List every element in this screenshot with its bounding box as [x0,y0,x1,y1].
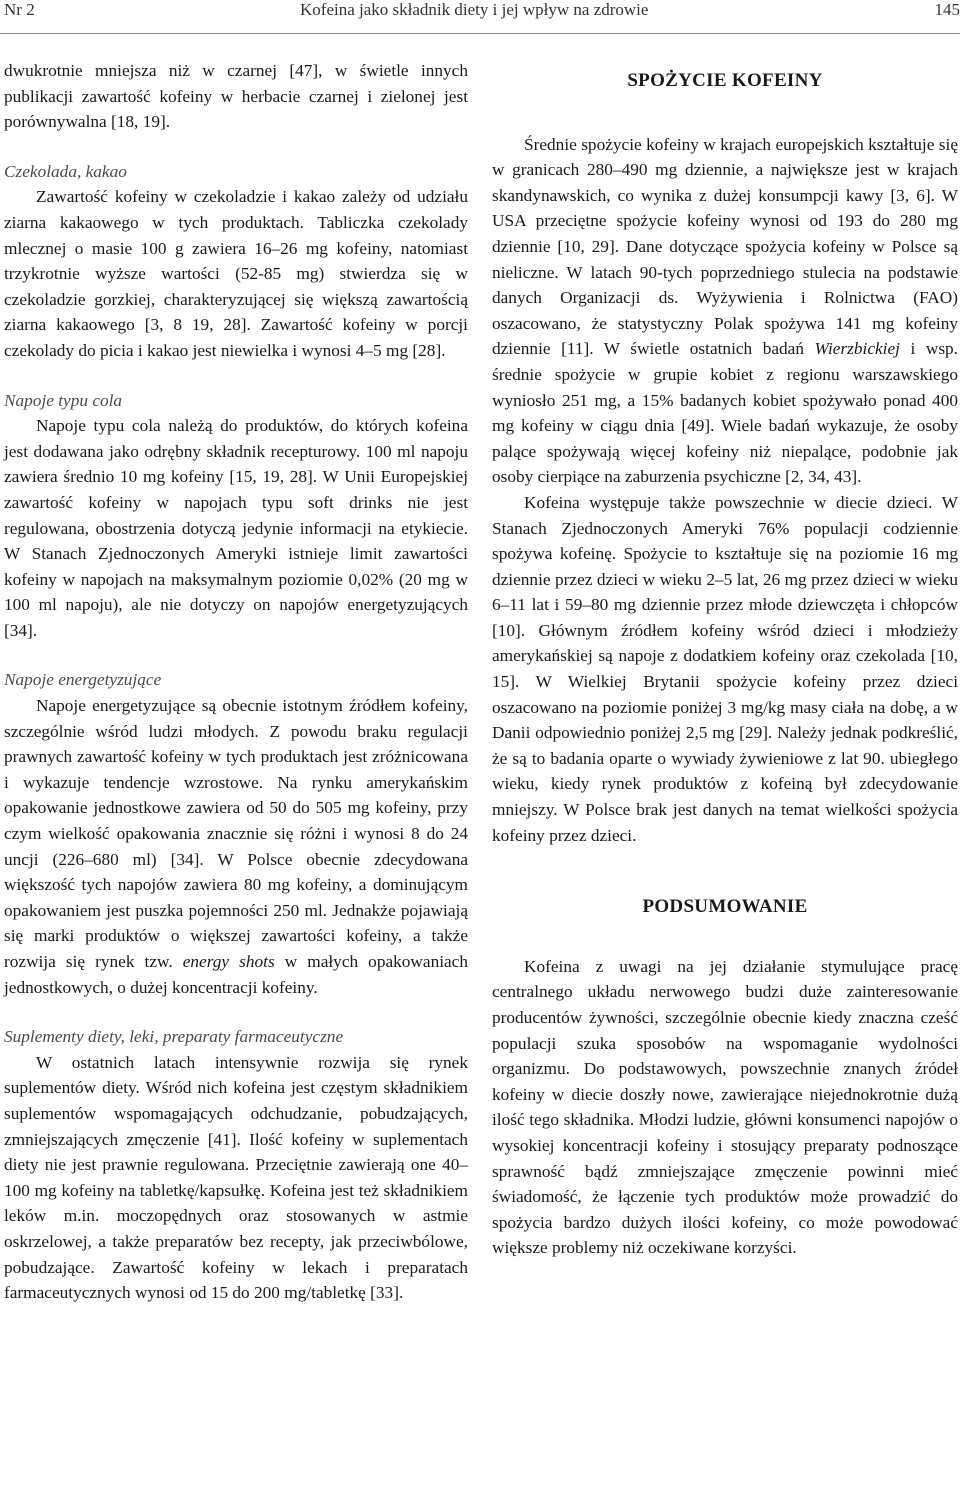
energy-shots-term: energy shots [182,952,275,971]
chocolate-heading: Czekolada, kakao [4,161,127,181]
supplements-paragraph: W ostatnich latach intensywnie rozwija się rynek suplementów diety. Wśród nich kofeina jest częstym składnikiem suplementów wspomagających odchudzanie, pobudzających, zmniejszających zmęczenie [41]. Ilość kofeiny w suplementach diety nie jest prawnie regulowana. Przeciętnie zawierają one 40–100 mg kofeiny na tabletkę/kapsułkę. Kofeina jest też składnikiem leków m.in. moczopędnych oraz stosowanych w astmie oskrzelowej, a także preparatów bez recepty, jak przeciwbólowe, pobudzające. Zawartość kofeiny w lekach i preparatach farmaceutycznych wynosi od 15 do 200 mg/tabletkę [33]. [4,1052,468,1303]
intake-p1-part2: i wsp. średnie spożycie w grupie kobiet z regionu warszawskiego wyniosło 251 mg, a 15% badanych kobiet spożywało ponad 400 mg kofeiny w ciągu dnia [49]. Wiele badań wykazuje, że osoby palące spożywają więcej kofeiny niż niepalące, podobnie jak osoby cierpiące na zaburzenia psychiczne [2, 34, 43]. [492,339,958,487]
page-header [0,0,960,24]
author-name: Wierzbickiej [814,339,900,359]
energy-text-part2: w małych opakowaniach jednostkowych, o dużej koncentracji kofeiny. [4,952,468,997]
energy-text-part1: Napoje energetyzujące są obecnie istotnym źródłem kofeiny, szczególnie wśród ludzi młodych. Z powodu braku regulacji prawnych zawartość kofeiny w tych produktach jest zróżnicowana i wykazuje tendencje wzrostowe. Na rynku amerykańskim opakowanie jednostkowe zawiera od 50 do 505 mg kofeiny, przy czym wielkość opakowania znacznie się różni i wynosi 8 do 24 uncji (226–680 ml) [34]. W Polsce obecnie zdecydowana większość tych napojów zawiera 80 mg kofeiny, a dominującym opakowaniem jest puszka pojemności 250 ml. Jednakże pojawiają się marki produktów o większej zawartości kofeiny, a także rozwija się rynek tzw. [4,696,468,971]
cola-heading: Napoje typu cola [4,390,123,410]
right-column [492,58,958,1261]
running-title: Kofeina jako składnik diety i jej wpływ na zdrowie [300,0,649,19]
summary-section-heading: PODSUMOWANIE [642,896,808,918]
intake-section-heading: SPOŻYCIE KOFEINY [627,70,823,91]
cola-paragraph: Napoje typu cola należą do produktów, do których kofeina jest dodawana jako odrębny składnik recepturowy. 100 ml napoju zawiera średnio 10 mg kofeiny [15, 19, 28]. W Unii Europejskiej zawartość kofeiny w napojach typu soft drinks nie jest regulowana, obostrzenia dotyczą jedynie informacji na etykiecie. W Stanach Zjednoczonych Ameryki istnieje limit zawartości kofeiny w napojach na maksymalnym poziomie 0,02% (20 mg w 100 ml napoju), ale nie dotyczy on napojów energetyzujących [34]. [4,416,468,640]
intake-p1-part1: Średnie spożycie kofeiny w krajach europejskich kształtuje się w granicach 280–490 mg dziennie, a największe jest w krajach skandynawskich, co wynika z dużej konsumpcji kawy [3, 6]. W USA przeciętne spożycie kofeiny wynosi od 193 do 280 mg dziennie [10, 29]. Dane dotyczące spożycia kofeiny w Polsce są nieliczne. W latach 90-tych poprzedniego stulecia na podstawie danych Organizacji ds. Wyżywienia i Rolnictwa (FAO) oszacowano, że statystyczny Polak spożywa 141 mg kofeiny dziennie [11]. W świetle ostatnich badań [492,134,958,359]
header-rule [0,33,960,34]
intro-paragraph: dwukrotnie mniejsza niż w czarnej [47], w świetle innych publikacji zawartość kofeiny w herbacie czarnej i zielonej jest porównywalna [18, 19]. [4,61,468,132]
energy-drinks-paragraph [4,693,468,1000]
intake-paragraph-2: Kofeina występuje także powszechnie w diecie dzieci. W Stanach Zjednoczonych Ameryki 76% populacji codziennie spożywa kofeinę. Spożycie to kształtuje się na poziomie 16 mg dziennie przez dzieci w wieku 2–5 lat, 26 mg przez dzieci w wieku 6–11 lat i 59–80 mg dziennie przez młode dziewczęta i chłopców [10]. Głównym źródłem kofeiny wśród dzieci i młodzieży amerykańskiej są napoje z dodatkiem kofeiny oraz czekolada [10, 15]. W Wielkiej Brytanii spożycie kofeiny przez dzieci oszacowano na poziomie poniżej 3 mg/kg masy ciała na dobę, a w Danii odpowiednio poniżej 2,5 mg [29]. Należy jednak podkreślić, że są to badania oparte o wywiady żywieniowe z lat 90. ubiegłego wieku, kiedy rynek produktów z kofeiną był zdecydowanie mniejszy. W Polsce brak jest danych na temat wielkości spożycia kofeiny przez dzieci. [492,492,958,845]
supplements-heading: Suplementy diety, leki, preparaty farmaceutyczne [4,1027,344,1047]
issue-number: Nr 2 [4,0,35,19]
left-column [4,58,468,1306]
summary-paragraph: Kofeina z uwagi na jej działanie stymulujące pracę centralnego układu nerwowego budzi duże zainteresowanie producentów żywności, szczególnie obecnie kiedy znaczna cześć populacji szuka sposobów na wspomaganie wydolności organizmu. Do podstawowych, powszechnie znanych źródeł kofeiny w diecie doszły nowe, zawierające niejednokrotnie dużą ilość tego składnika. Młodzi ludzie, główni konsumenci napojów o wysokiej koncentracji kofeiny i stosujący preparaty podnoszące sprawność bądź zmniejszające zmęczenie powinni mieć świadomość, że łączenie tych produktów może prowadzić do spożycia bardzo dużych ilości kofeiny, co może powodować większe problemy niż oczekiwane korzyści. [492,956,958,1258]
page-number: 145 [934,0,960,19]
chocolate-paragraph: Zawartość kofeiny w czekoladzie i kakao zależy od udziału ziarna kakaowego w tych produktach. Tabliczka czekolady mlecznej o masie 100 g zawiera 16–26 mg kofeiny, natomiast trzykrotnie wyższe wartości (52-85 mg) stwierdza się w czekoladzie gorzkiej, charakteryzującej się większą zawartością ziarna kakaowego [3, 8 19, 28]. Zawartość kofeiny w porcji czekolady do picia i kakao jest niewielka i wynosi 4–5 mg [28]. [4,187,468,360]
intake-paragraph-1 [492,132,958,490]
energy-drinks-heading: Napoje energetyzujące [4,670,162,690]
